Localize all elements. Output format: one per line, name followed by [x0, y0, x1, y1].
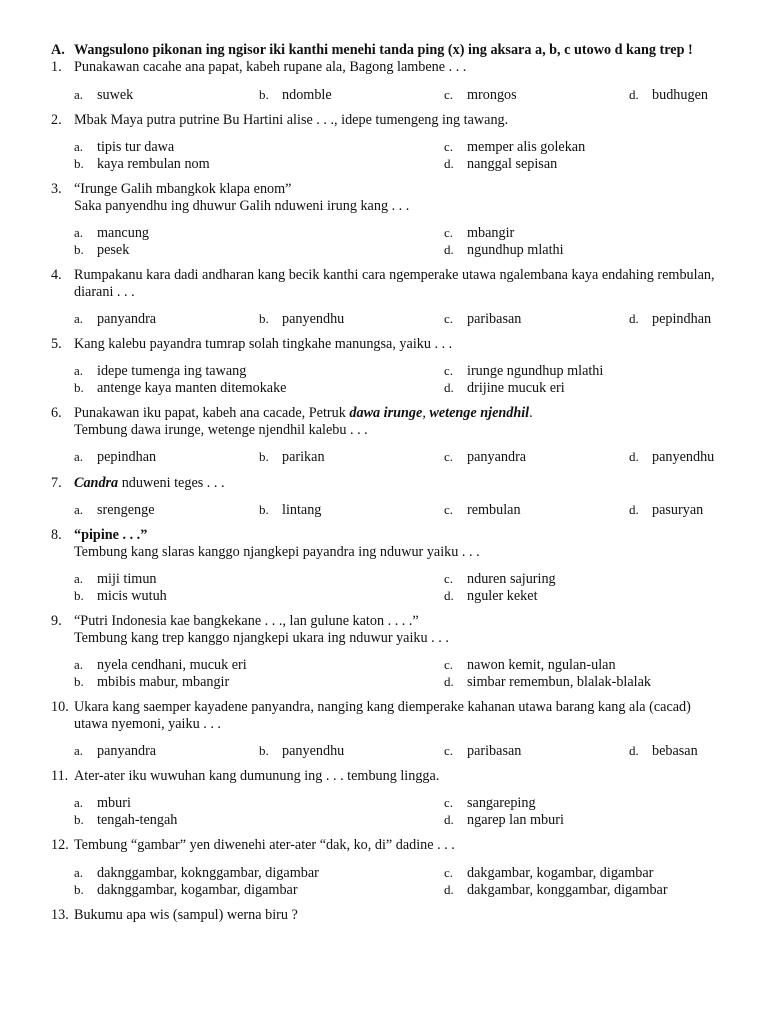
- options-9: [74, 656, 724, 696]
- option-b[interactable]: b. ndomble: [259, 87, 332, 103]
- option-b[interactable]: b. parikan: [259, 449, 325, 465]
- option-a[interactable]: a. panyandra: [74, 743, 157, 759]
- question-number: 4.: [51, 267, 62, 283]
- question-number: 8.: [51, 527, 62, 543]
- option-c[interactable]: c. paribasan: [444, 311, 522, 327]
- question-7: [51, 475, 721, 492]
- question-13: [51, 907, 721, 924]
- option-a[interactable]: a. daknggambar, koknggambar, digambar: [74, 865, 319, 881]
- option-c[interactable]: c. paribasan: [444, 743, 522, 759]
- option-a[interactable]: a. panyandra: [74, 311, 157, 327]
- question-12: [51, 837, 721, 854]
- option-d[interactable]: d. drijine mucuk eri: [444, 380, 565, 396]
- question-stem: Kang kalebu payandra tumrap solah tingkahe manungsa, yaiku . . .: [74, 336, 453, 352]
- option-a[interactable]: a. miji timun: [74, 571, 157, 587]
- question-number: 3.: [51, 181, 62, 197]
- question-9: [51, 613, 721, 647]
- options-12: [74, 864, 724, 904]
- option-b[interactable]: b. kaya rembulan nom: [74, 156, 210, 172]
- option-a[interactable]: a. pepindhan: [74, 449, 157, 465]
- option-d[interactable]: d. pepindhan: [629, 311, 712, 327]
- option-c[interactable]: c. irunge ngundhup mlathi: [444, 363, 604, 379]
- option-a[interactable]: a. idepe tumenga ing tawang: [74, 363, 247, 379]
- option-d[interactable]: d. nanggal sepisan: [444, 156, 558, 172]
- question-number: 10.: [51, 699, 69, 715]
- section-heading: [51, 42, 693, 59]
- option-c[interactable]: c. rembulan: [444, 502, 521, 518]
- question-stem: “Irunge Galih mbangkok klapa enom” Saka panyendhu ing dhuwur Galih nduweni irung kang . . .: [74, 181, 410, 214]
- option-a[interactable]: a. suwek: [74, 87, 134, 103]
- section-letter: A.: [51, 42, 65, 58]
- options-3: [74, 224, 724, 264]
- option-c[interactable]: c. mbangir: [444, 225, 515, 241]
- option-c[interactable]: c. panyandra: [444, 449, 527, 465]
- option-b[interactable]: b. daknggambar, kogambar, digambar: [74, 882, 298, 898]
- question-stem: Punakawan cacahe ana papat, kabeh rupane ala, Bagong lambene . . .: [74, 59, 467, 75]
- option-b[interactable]: b. antenge kaya manten ditemokake: [74, 380, 287, 396]
- question-number: 2.: [51, 112, 62, 128]
- question-10: [51, 699, 721, 733]
- question-stem: “Putri Indonesia kae bangkekane . . ., lan gulune katon . . . .” Tembung kang trep kanggo njangkepi ukara ing nduwur yaiku . . .: [74, 613, 449, 646]
- question-stem: Bukumu apa wis (sampul) werna biru ?: [74, 907, 298, 923]
- option-a[interactable]: a. mancung: [74, 225, 150, 241]
- question-4: [51, 267, 721, 301]
- question-number: 9.: [51, 613, 62, 629]
- question-stem: Rumpakanu kara dadi andharan kang becik kanthi cara ngemperake utawa ngalembana kaya endahing rembulan, diarani . . .: [74, 267, 715, 300]
- option-a[interactable]: a. tipis tur dawa: [74, 139, 175, 155]
- question-stem: Tembung “gambar” yen diwenehi ater-ater “dak, ko, di” dadine . . .: [74, 837, 455, 853]
- option-c[interactable]: c. dakgambar, kogambar, digambar: [444, 865, 654, 881]
- question-number: 1.: [51, 59, 62, 75]
- question-number: 7.: [51, 475, 62, 491]
- option-b[interactable]: b. mbibis mabur, mbangir: [74, 674, 230, 690]
- option-b[interactable]: b. lintang: [259, 502, 322, 518]
- option-b[interactable]: b. pesek: [74, 242, 130, 258]
- option-d[interactable]: d. pasuryan: [629, 502, 704, 518]
- option-d[interactable]: d. ngundhup mlathi: [444, 242, 564, 258]
- option-a[interactable]: a. nyela cendhani, mucuk eri: [74, 657, 247, 673]
- option-d[interactable]: d. budhugen: [629, 87, 708, 103]
- option-c[interactable]: c. nduren sajuring: [444, 571, 556, 587]
- question-stem: Candra nduweni teges . . .: [74, 475, 225, 491]
- question-stem: Punakawan iku papat, kabeh ana cacade, Petruk dawa irunge, wetenge njendhil. Tembung dawa irunge, wetenge njendhil kalebu . . .: [74, 405, 533, 438]
- question-5: [51, 336, 721, 353]
- question-stem: “pipine . . .” Tembung kang slaras kanggo njangkepi payandra ing nduwur yaiku . . .: [74, 527, 480, 560]
- question-8: [51, 527, 721, 561]
- options-5: [74, 362, 724, 402]
- question-number: 12.: [51, 837, 69, 853]
- option-b[interactable]: b. panyendhu: [259, 311, 345, 327]
- option-d[interactable]: d. ngarep lan mburi: [444, 812, 564, 828]
- section-instruction: Wangsulono pikonan ing ngisor iki kanthi menehi tanda ping (x) ing aksara a, b, c utowo d kang trep !: [74, 42, 693, 58]
- question-3: [51, 181, 721, 215]
- option-c[interactable]: c. memper alis golekan: [444, 139, 586, 155]
- option-c[interactable]: c. nawon kemit, ngulan-ulan: [444, 657, 616, 673]
- option-a[interactable]: a. mburi: [74, 795, 131, 811]
- options-11: [74, 794, 724, 834]
- options-2: [74, 138, 724, 178]
- question-number: 13.: [51, 907, 69, 923]
- question-6: [51, 405, 721, 439]
- question-11: [51, 768, 721, 785]
- option-c[interactable]: c. sangareping: [444, 795, 536, 811]
- option-d[interactable]: d. panyendhu: [629, 449, 715, 465]
- option-c[interactable]: c. mrongos: [444, 87, 517, 103]
- question-number: 6.: [51, 405, 62, 421]
- option-b[interactable]: b. panyendhu: [259, 743, 345, 759]
- option-b[interactable]: b. micis wutuh: [74, 588, 167, 604]
- question-stem: Mbak Maya putra putrine Bu Hartini alise . . ., idepe tumengeng ing tawang.: [74, 112, 509, 128]
- option-d[interactable]: d. simbar remembun, blalak-blalak: [444, 674, 651, 690]
- options-8: [74, 570, 724, 610]
- question-number: 11.: [51, 768, 69, 784]
- option-d[interactable]: d. nguler keket: [444, 588, 538, 604]
- question-stem: Ater-ater iku wuwuhan kang dumunung ing . . . tembung lingga.: [74, 768, 440, 784]
- question-stem: Ukara kang saemper kayadene panyandra, nanging kang diemperake kahanan utawa barang kang ala (cacad) utawa nyemoni, yaiku . . .: [74, 699, 691, 732]
- option-d[interactable]: d. bebasan: [629, 743, 698, 759]
- option-d[interactable]: d. dakgambar, konggambar, digambar: [444, 882, 668, 898]
- option-a[interactable]: a. srengenge: [74, 502, 155, 518]
- question-2: [51, 112, 721, 129]
- question-number: 5.: [51, 336, 62, 352]
- option-b[interactable]: b. tengah-tengah: [74, 812, 178, 828]
- question-1: [51, 59, 721, 76]
